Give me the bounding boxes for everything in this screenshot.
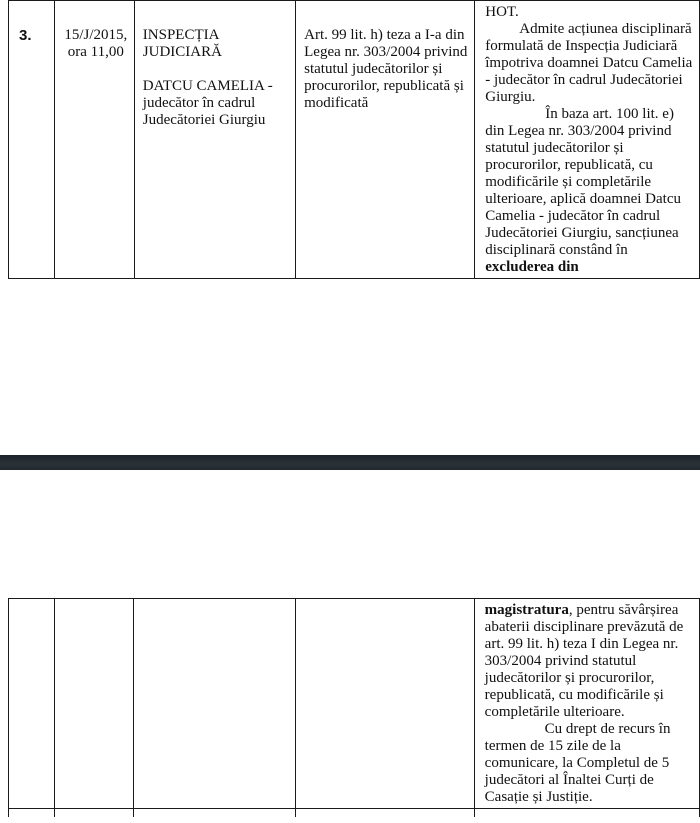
decision-continued-paragraph-2: Cu drept de recurs în termen de 15 zile de la comunicare, la Completul de 5 judecători al Înaltei Curți de Casație și Justiție.: [484, 721, 671, 805]
document-page-bottom: [0, 470, 700, 823]
parties-cell: [134, 1, 295, 279]
decisions-table-bottom: [8, 598, 700, 817]
table-row: [9, 599, 700, 809]
party-person: DATCU CAMELIA - judecător în cadrul Judecătoriei Giurgiu: [142, 78, 273, 128]
hearing-date-cell: [54, 1, 134, 279]
hearing-date: 15/J/2015,: [64, 27, 128, 43]
decision-cell-continued: [474, 599, 699, 809]
table-row: [9, 1, 700, 279]
decision-sanction-bold: excluderea din: [485, 259, 579, 275]
table-row: [9, 809, 700, 818]
decisions-table-top: [8, 0, 700, 279]
case-number-empty: [9, 599, 55, 809]
hearing-date-empty: [54, 599, 134, 809]
hearing-time: ora 11,00: [67, 44, 124, 60]
case-number: [9, 1, 55, 279]
case-number-text: 3.: [19, 27, 32, 44]
legal-basis-cell: [296, 1, 475, 279]
decision-heading: HOT.: [485, 4, 519, 20]
strip-cell: [9, 809, 55, 818]
strip-cell: [295, 809, 474, 818]
decision-continued-text: , pentru săvârșirea abaterii disciplinare prevăzută de art. 99 lit. h) teza I din Legea nr. 303/2004 privind statutul judecătorilor și procurorilor, republicată, cu modificările și completările ulterioare.: [484, 602, 684, 720]
decision-paragraph-1: Admite acțiunea disciplinară formulată de Inspecția Judiciară împotriva doamnei Datcu Camelia - judecător în cadrul Judecătoriei Giurgiu.: [485, 21, 693, 105]
legal-basis: Art. 99 lit. h) teza a I-a din Legea nr. 303/2004 privind statutul judecătorilor și procurorilor, republicată și modificată: [304, 27, 468, 111]
parties-empty: [134, 599, 295, 809]
strip-cell: [474, 809, 699, 818]
page-divider: [0, 455, 700, 470]
legal-basis-empty: [295, 599, 474, 809]
decision-continued-bold: magistratura: [484, 602, 569, 618]
strip-cell: [134, 809, 295, 818]
decision-paragraph-2: [485, 106, 694, 276]
decision-continued-paragraph-1: [485, 602, 694, 721]
strip-cell: [54, 809, 134, 818]
decision-cell: [475, 1, 700, 279]
party-organization: INSPECȚIA JUDICIARĂ: [142, 27, 222, 60]
decision-paragraph-2-text: În baza art. 100 lit. e) din Legea nr. 303/2004 privind statutul judecătorilor și procurorilor, republicată, cu modificările și completările ulterioare, aplică doamnei Datcu Camelia - judecător în cadrul Judecătoriei Giurgiu, sancțiunea disciplinară constând în: [485, 106, 681, 258]
